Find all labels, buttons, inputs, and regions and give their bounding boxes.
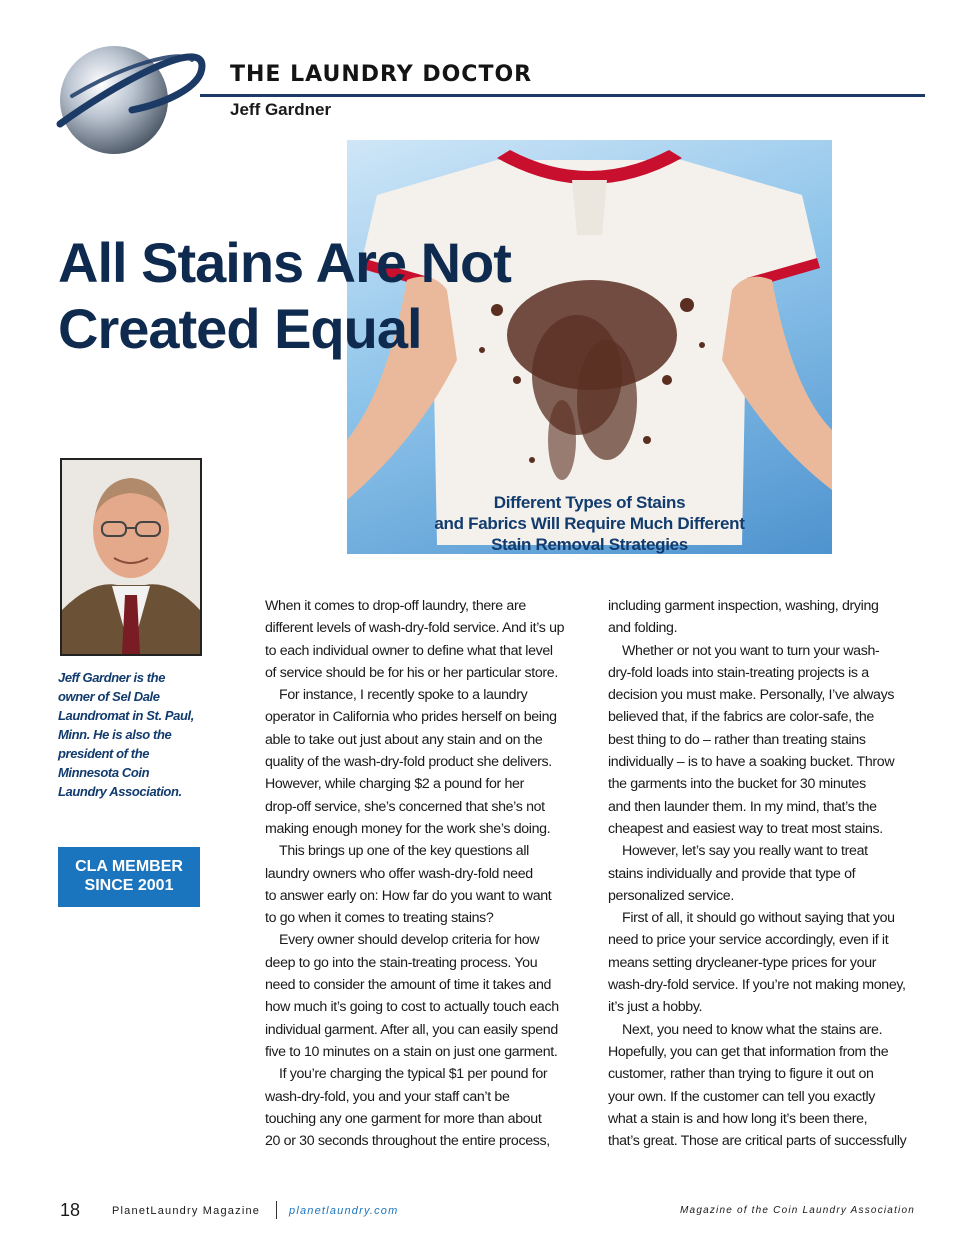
body-line: to each individual owner to define what that level: [265, 642, 553, 659]
body-line: wash-dry-fold service. If you’re not making money,: [608, 977, 906, 994]
body-line: Next, you need to know what the stains are.: [622, 1021, 883, 1038]
body-line: operator in California who prides herself on being: [265, 709, 557, 726]
author-photo: [60, 458, 202, 656]
body-line: individually – is to have a soaking bucket. Throw: [608, 754, 895, 771]
bio-line: Minn. He is also the: [58, 727, 172, 742]
body-line: However, let’s say you really want to treat: [622, 843, 868, 860]
body-line: deep to go into the stain-treating process. You: [265, 954, 538, 971]
body-line: laundry owners who offer wash-dry-fold need: [265, 865, 533, 882]
caption-line: and Fabrics Will Require Much Different: [434, 514, 745, 533]
body-line: means setting drycleaner-type prices for your: [608, 954, 877, 971]
body-line: First of all, it should go without saying that you: [622, 910, 895, 927]
column-author: Jeff Gardner: [230, 100, 332, 119]
body-line: need to consider the amount of time it takes and: [265, 977, 552, 994]
body-line: including garment inspection, washing, drying: [608, 598, 879, 614]
body-line: Whether or not you want to turn your wash-: [622, 642, 880, 659]
body-column-right: [608, 595, 920, 1152]
body-line: able to take out just about any stain and on the: [265, 731, 543, 748]
page-footer: [0, 1200, 960, 1224]
body-line: what a stain is and how long it’s been there,: [608, 1110, 868, 1127]
bio-line: Jeff Gardner is the: [58, 670, 166, 685]
body-line: If you’re charging the typical $1 per pound for: [279, 1066, 548, 1083]
body-line: For instance, I recently spoke to a laundry: [279, 687, 528, 704]
badge-line: SINCE 2001: [84, 877, 174, 894]
column-title: THE LAUNDRY DOCTOR: [230, 62, 533, 87]
caption-line: Different Types of Stains: [493, 493, 686, 512]
article-headline: [58, 230, 511, 362]
headline-line: All Stains Are Not: [58, 231, 511, 294]
website-link[interactable]: planetlaundry.com: [289, 1205, 399, 1217]
body-line: When it comes to drop-off laundry, there are: [265, 598, 526, 614]
body-line: wash-dry-fold, you and your staff can’t be: [265, 1088, 510, 1105]
body-line: five to 10 minutes on a stain on just one garment.: [265, 1043, 558, 1060]
body-line: 20 or 30 seconds throughout the entire process,: [265, 1133, 550, 1150]
body-line: and folding.: [608, 620, 678, 637]
body-column-left: [265, 595, 577, 1152]
body-line: and then launder them. In my mind, that’s the: [608, 798, 877, 815]
body-line: touching any one garment for more than about: [265, 1110, 542, 1127]
body-line: different levels of wash-dry-fold service. And it’s up: [265, 620, 565, 637]
body-line: Hopefully, you can get that information from the: [608, 1043, 889, 1060]
body-line: stains individually and provide that type of: [608, 865, 856, 882]
body-line: quality of the wash-dry-fold product she delivers.: [265, 754, 552, 771]
bio-line: owner of Sel Dale: [58, 689, 160, 704]
body-line: best thing to do – rather than treating stains: [608, 731, 866, 748]
page-number: 18: [60, 1200, 81, 1220]
body-line: making enough money for the work she’s doing.: [265, 820, 551, 837]
body-line: individual garment. After all, you can easily spend: [265, 1021, 558, 1038]
body-line: need to price your service accordingly, even if it: [608, 932, 889, 949]
body-line: drop-off service, she’s concerned that she’s not: [265, 798, 545, 815]
cla-member-badge: [58, 847, 200, 907]
body-line: personalized service.: [608, 887, 734, 904]
body-line: to go when it comes to treating stains?: [265, 910, 494, 927]
body-line: believed that, if the fabrics are color-safe, the: [608, 709, 874, 726]
body-line: customer, rather than trying to figure it out on: [608, 1066, 874, 1083]
bio-line: president of the: [58, 746, 150, 761]
body-line: decision you must make. Personally, I’ve always: [608, 687, 895, 704]
magazine-name: PlanetLaundry Magazine: [112, 1205, 261, 1217]
body-line: cheapest and easiest way to treat most stains.: [608, 820, 883, 837]
caption-line: Stain Removal Strategies: [491, 535, 688, 554]
author-bio: [58, 668, 208, 801]
body-line: how much it’s going to cost to actually touch each: [265, 999, 559, 1016]
badge-line: CLA MEMBER: [75, 858, 183, 875]
bio-line: Laundromat in St. Paul,: [58, 708, 194, 723]
bio-line: Minnesota Coin: [58, 765, 150, 780]
body-line: This brings up one of the key questions all: [279, 843, 529, 860]
footer-divider: [276, 1201, 277, 1219]
body-line: of service should be for his or her particular store.: [265, 664, 558, 681]
body-line: to answer early on: How far do you want to want: [265, 887, 552, 904]
header-rule: [200, 94, 925, 97]
body-line: that’s great. Those are critical parts of successfully: [608, 1133, 907, 1150]
association-tagline: Magazine of the Coin Laundry Association: [680, 1205, 915, 1216]
planet-logo: [52, 26, 212, 156]
body-line: However, while charging $2 a pound for her: [265, 776, 524, 793]
body-line: Every owner should develop criteria for how: [279, 932, 540, 949]
body-line: dry-fold loads into stain-treating projects is a: [608, 664, 869, 681]
bio-line: Laundry Association.: [58, 784, 182, 799]
image-caption: [347, 492, 832, 554]
body-line: your own. If the customer can tell you exactly: [608, 1088, 875, 1105]
body-line: the garments into the bucket for 30 minutes: [608, 776, 866, 793]
headline-line: Created Equal: [58, 297, 422, 360]
body-line: it’s just a hobby.: [608, 999, 703, 1016]
